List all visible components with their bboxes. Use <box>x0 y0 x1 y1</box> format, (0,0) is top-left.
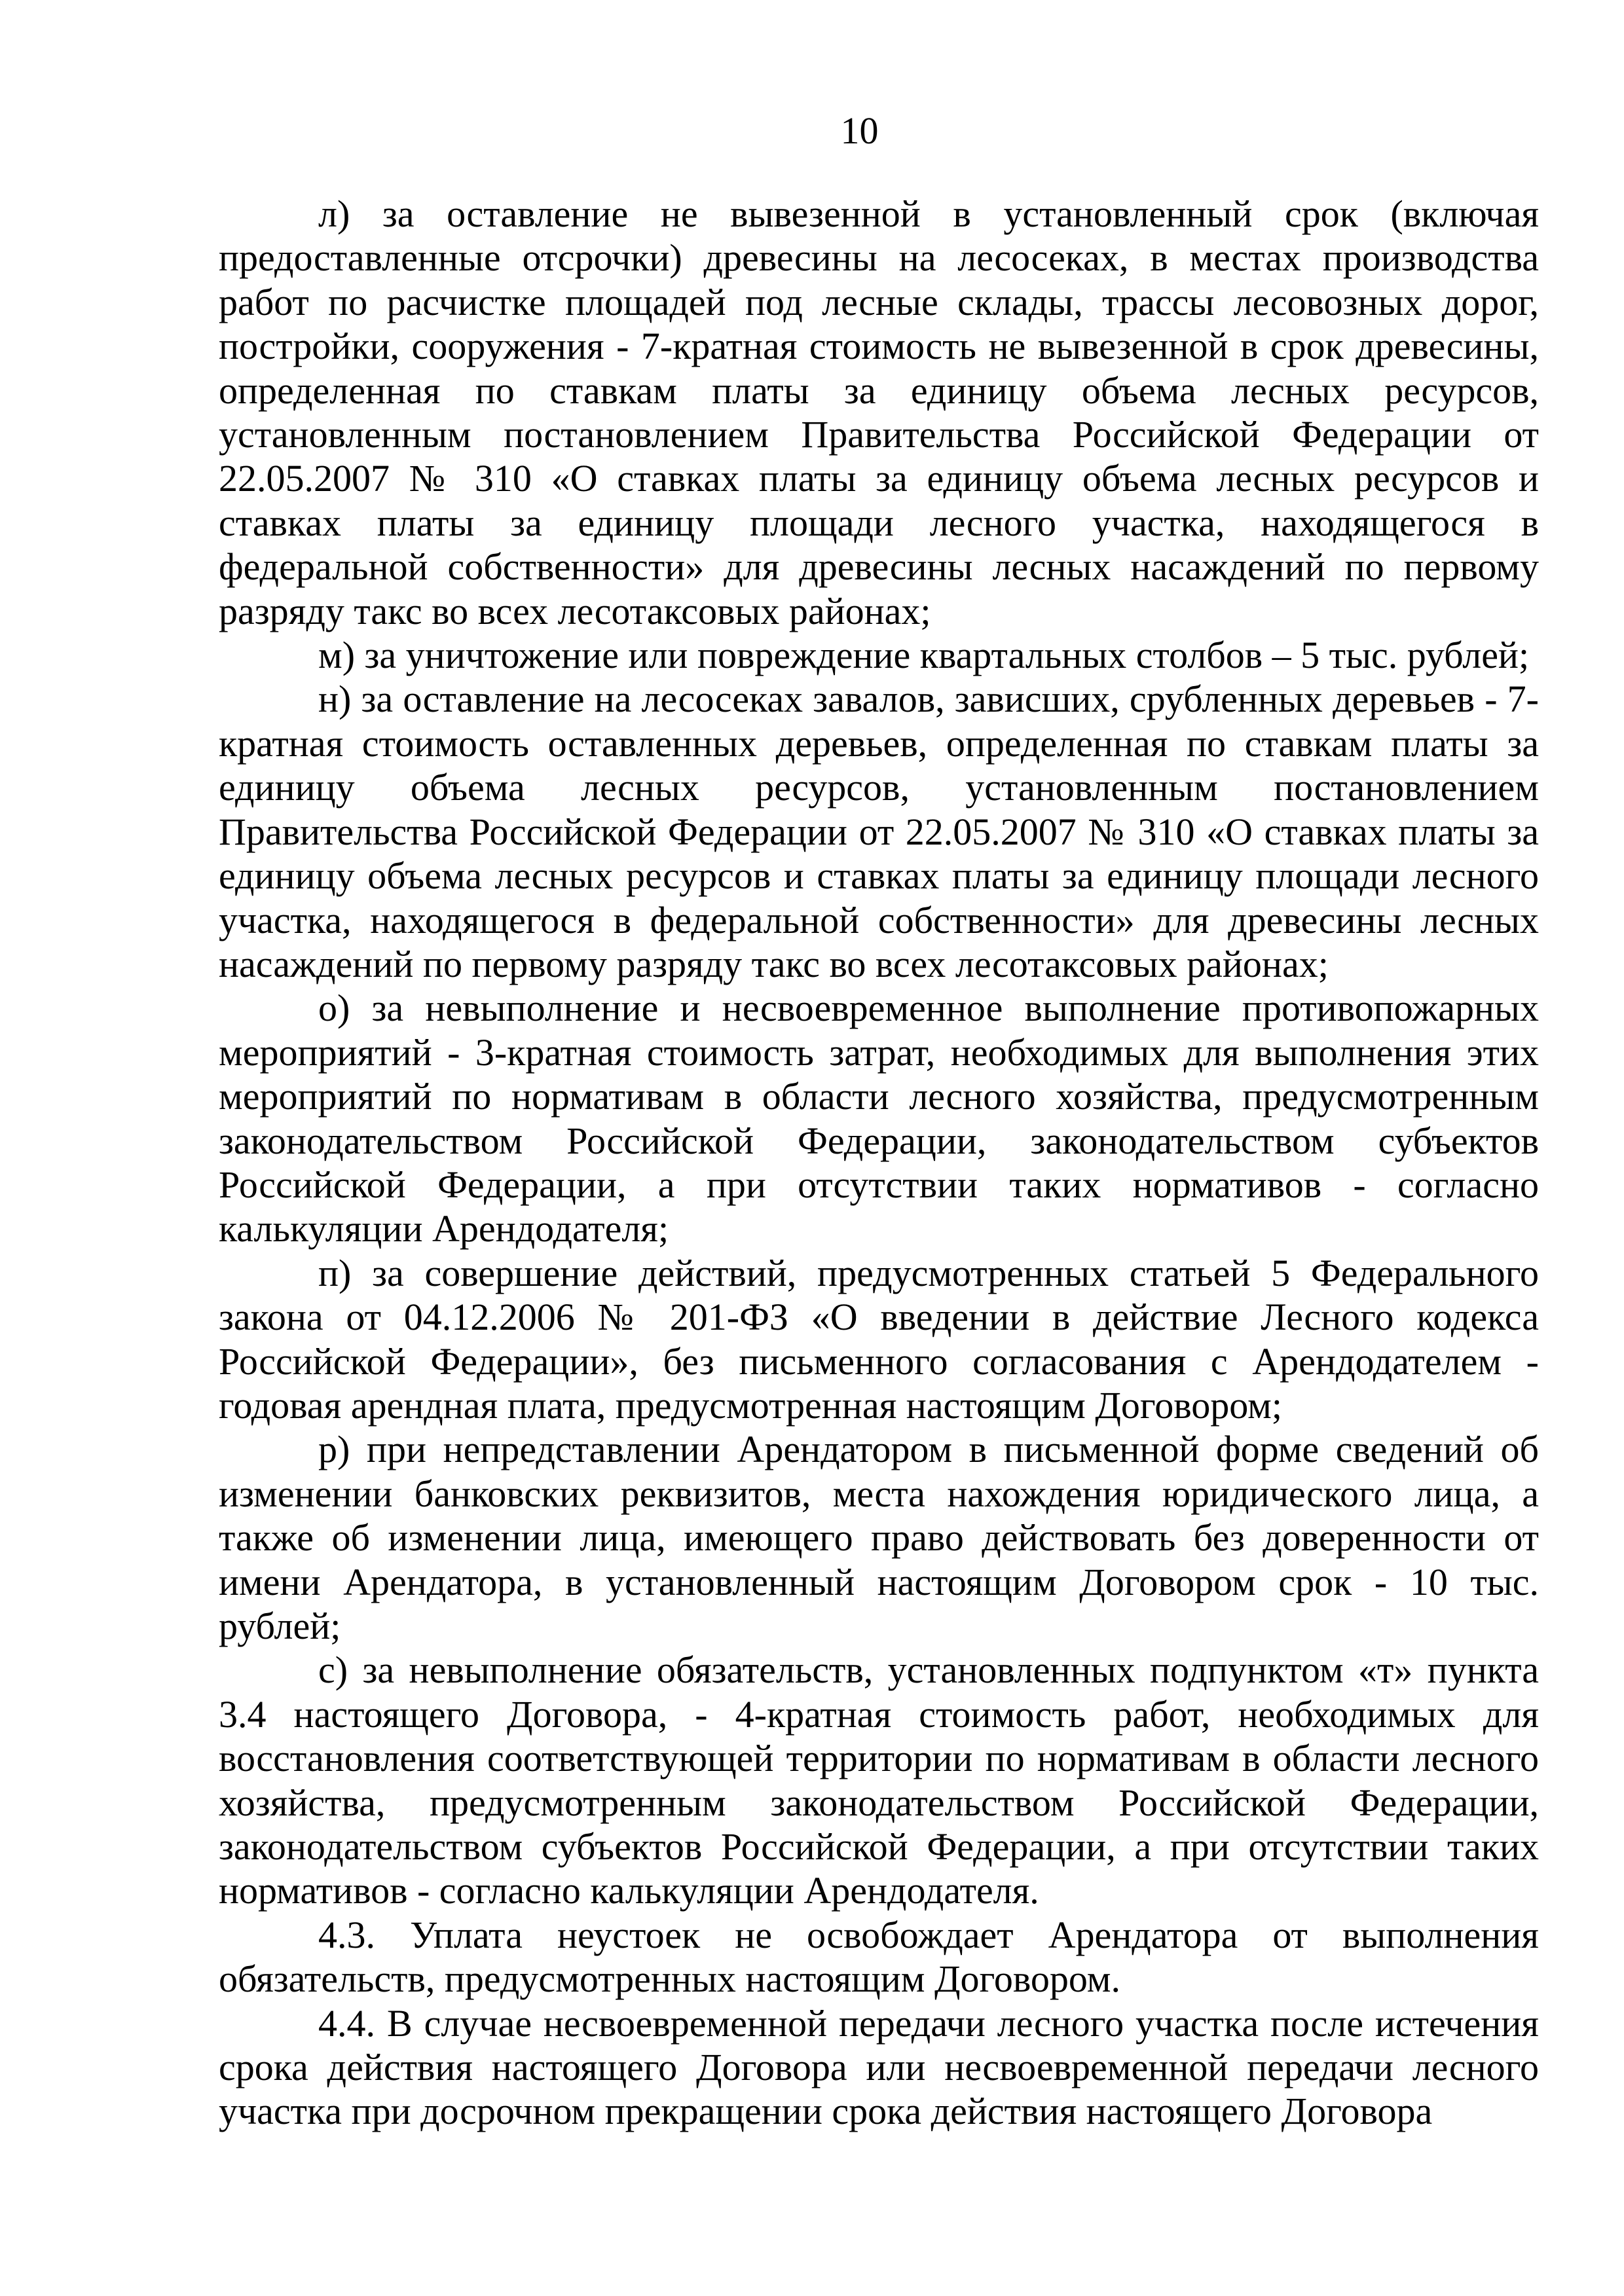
paragraph-4-4: 4.4. В случае несвоевременной передачи лесного участка после истечения срока действия настоящего Договора или несвоевременной передачи лесного участка при досрочном прекращении срока действия настоящего Договора <box>219 2001 1539 2133</box>
paragraph-s: с) за невыполнение обязательств, установленных подпунктом «т» пункта 3.4 настоящего Договора, - 4-кратная стоимость работ, необходимых для восстановления соответствующей территории по нормативам в области лесного хозяйства, предусмотренным законодательством Российской Федерации, законодательством субъектов Российской Федерации, а при отсутствии таких нормативов - согласно калькуляции Арендодателя. <box>219 1649 1539 1912</box>
paragraph-m: м) за уничтожение или повреждение квартальных столбов – 5 тыс. рублей; <box>318 634 1530 677</box>
paragraph-4-3: 4.3. Уплата неустоек не освобождает Арендатора от выполнения обязательств, предусмотренных настоящим Договором. <box>219 1913 1539 2001</box>
paragraph-n: н) за оставление на лесосеках завалов, зависших, срубленных деревьев - 7-кратная стоимость оставленных деревьев, определенная по ставкам платы за единицу объема лесных ресурсов, установленным постановлением Правительства Российской Федерации от 22.05.2007 № 310 «О ставках платы за единицу объема лесных ресурсов и ставках платы за единицу площади лесного участка, находящегося в федеральной собственности» для древесины лесных насаждений по первому разряду такс во всех лесотаксовых районах; <box>219 678 1539 985</box>
paragraph-r: р) при непредставлении Арендатором в письменной форме сведений об изменении банковских реквизитов, места нахождения юридического лица, а также об изменении лица, имеющего право действовать без доверенности от имени Арендатора, в установленный настоящим Договором срок - 10 тыс. рублей; <box>219 1428 1539 1647</box>
page-number: 10 <box>840 109 879 152</box>
document-body <box>219 192 1539 2134</box>
paragraph-o: о) за невыполнение и несвоевременное выполнение противопожарных мероприятий - 3-кратная стоимость затрат, необходимых для выполнения этих мероприятий по нормативам в области лесного хозяйства, предусмотренным законодательством Российской Федерации, законодательством субъектов Российской Федерации, а при отсутствии таких нормативов - согласно калькуляции Арендодателя; <box>219 987 1539 1250</box>
paragraph-l: л) за оставление не вывезенной в установленный срок (включая предоставленные отсрочки) древесины на лесосеках, в местах производства работ по расчистке площадей под лесные склады, трассы лесовозных дорог, постройки, сооружения - 7-кратная стоимость не вывезенной в срок древесины, определенная по ставкам платы за единицу объема лесных ресурсов, установленным постановлением Правительства Российской Федерации от 22.05.2007 № 310 «О ставках платы за единицу объема лесных ресурсов и ставках платы за единицу площади лесного участка, находящегося в федеральной собственности» для древесины лесных насаждений по первому разряду такс во всех лесотаксовых районах; <box>219 192 1539 632</box>
paragraph-p: п) за совершение действий, предусмотренных статьей 5 Федерального закона от 04.12.2006 № 201-ФЗ «О введении в действие Лесного кодекса Российской Федерации», без письменного согласования с Арендодателем - годовая арендная плата, предусмотренная настоящим Договором; <box>219 1251 1539 1427</box>
